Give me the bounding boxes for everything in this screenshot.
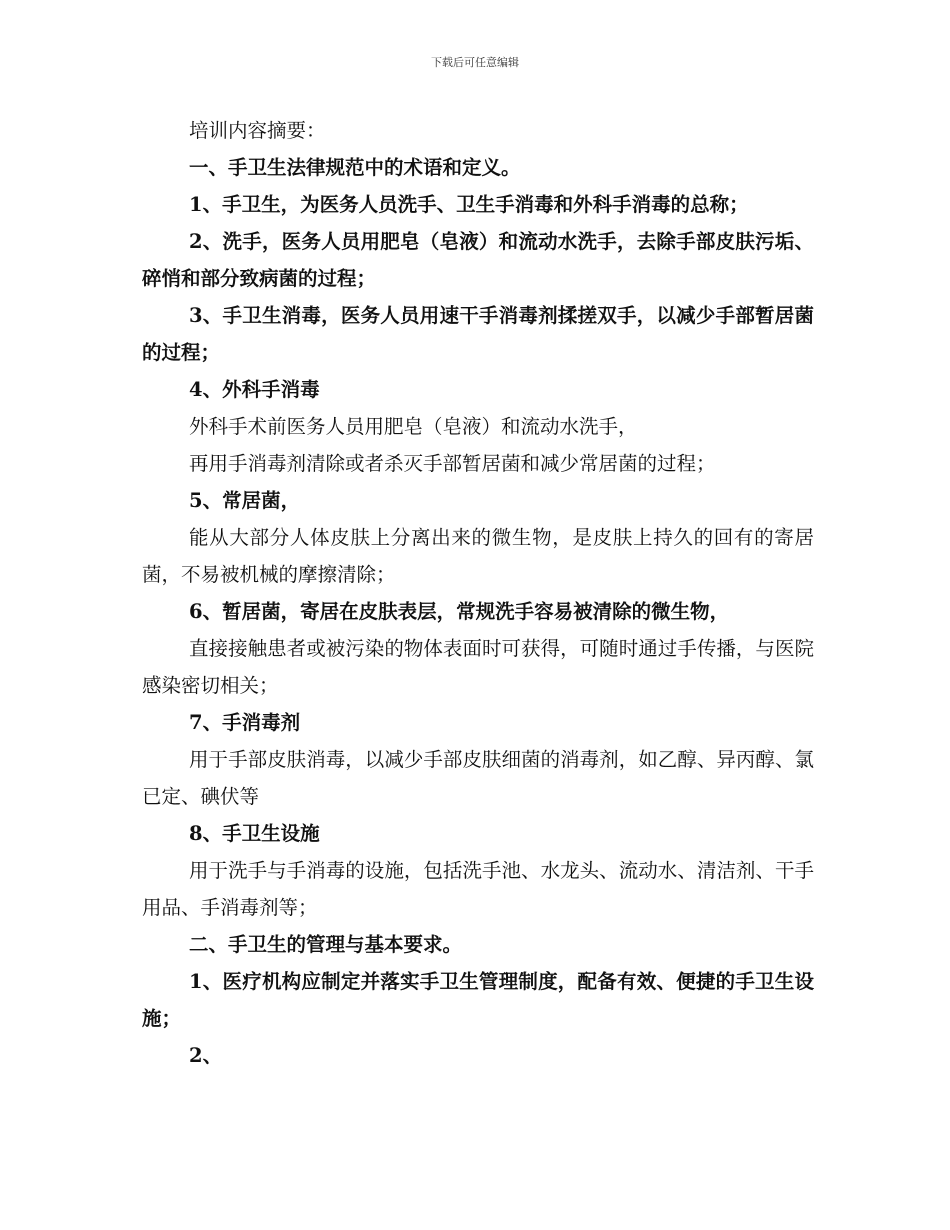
heading-paragraph: 2、 <box>189 1044 223 1067</box>
heading-paragraph: 5、常居菌， <box>189 489 301 512</box>
document-body <box>142 112 814 1074</box>
body-paragraph: 外科手术前医务人员用肥皂（皂液）和流动水洗手， <box>189 415 638 438</box>
body-paragraph: 用于洗手与手消毒的设施，包括洗手池、水龙头、流动水、清洁剂、干手用品、手消毒剂等； <box>142 859 814 919</box>
heading-paragraph: 6、暂居菌，寄居在皮肤表层，常规洗手容易被清除的微生物， <box>189 600 730 623</box>
heading-paragraph: 2、洗手，医务人员用肥皂（皂液）和流动水洗手，去除手部皮肤污垢、碎悄和部分致病菌的过程； <box>142 230 814 290</box>
page-header: 下载后可任意编辑 <box>431 56 519 69</box>
heading-paragraph: 二、手卫生的管理与基本要求。 <box>189 933 463 956</box>
body-paragraph: 再用手消毒剂清除或者杀灭手部暂居菌和减少常居菌的过程； <box>189 452 716 475</box>
heading-paragraph: 1、医疗机构应制定并落实手卫生管理制度，配备有效、便捷的手卫生设施； <box>142 970 814 1030</box>
heading-paragraph: 8、手卫生设施 <box>189 822 320 845</box>
body-paragraph: 用于手部皮肤消毒，以减少手部皮肤细菌的消毒剂，如乙醇、异丙醇、氯已定、碘伏等 <box>142 748 814 808</box>
body-paragraph: 直接接触患者或被污染的物体表面时可获得，可随时通过手传播，与医院感染密切相关； <box>142 637 814 697</box>
heading-paragraph: 1、手卫生，为医务人员洗手、卫生手消毒和外科手消毒的总称； <box>189 193 749 216</box>
heading-paragraph: 3、手卫生消毒，医务人员用速干手消毒剂揉搓双手，以减少手部暂居菌的过程； <box>142 304 814 364</box>
heading-paragraph: 7、手消毒剂 <box>189 711 301 734</box>
body-paragraph: 能从大部分人体皮肤上分离出来的微生物，是皮肤上持久的回有的寄居菌，不易被机械的摩擦清除； <box>142 526 814 586</box>
heading-paragraph: 一、手卫生法律规范中的术语和定义。 <box>189 156 521 179</box>
body-paragraph: 培训内容摘要： <box>189 119 326 142</box>
heading-paragraph: 4、外科手消毒 <box>189 378 320 401</box>
